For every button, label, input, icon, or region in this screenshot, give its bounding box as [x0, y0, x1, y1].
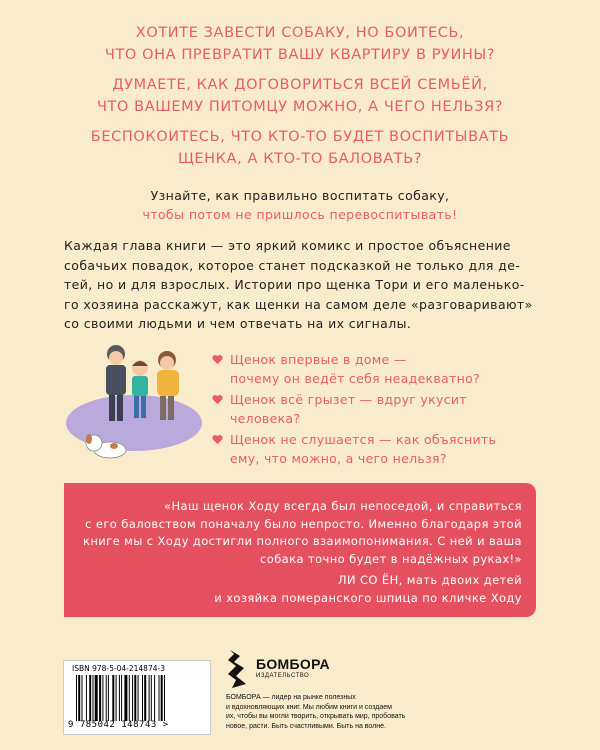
lead-text: [0, 186, 600, 224]
publisher-desc-line: и вдохновляющих книг. Мы любим книги и создаем: [226, 703, 392, 711]
question-line: ЩЕНКА, А КТО-ТО БАЛОВАТЬ?: [177, 151, 423, 167]
heart-icon: [212, 354, 223, 365]
question-line: ЧТО ВАШЕМУ ПИТОМЦУ МОЖНО, А ЧЕГО НЕЛЬЗЯ?: [96, 99, 504, 115]
heart-icon: [212, 394, 223, 405]
testimonial-quote: [82, 498, 522, 568]
author-line: и хозяйка померанского шпица по кличке Ходу: [214, 590, 522, 605]
publisher-description: [226, 693, 414, 731]
paragraph-line: тей, но и для взрослых. Истории про щенка Тори и его маленько-: [64, 277, 525, 292]
quote-line: книге мы с Ходу достигли полного взаимопонимания. С ней и ваша: [83, 534, 522, 548]
question-line: ДУМАЕТЕ, КАК ДОГОВОРИТЬСЯ ВСЕЙ СЕМЬЁЙ,: [112, 77, 488, 93]
bullet-line: почему он ведёт себя неадекватно?: [230, 371, 480, 386]
description-paragraph: [64, 236, 544, 334]
bullet-item: [212, 430, 512, 468]
quote-line: собака точно будет в надёжных руках!»: [260, 551, 522, 566]
publisher-desc-line: новое, расти. Быть счастливыми. Быть на волне.: [226, 722, 386, 730]
bullet-line: человека?: [230, 411, 301, 426]
quote-line: «Наш щенок Ходу всегда был непоседой, и справиться: [164, 499, 522, 513]
question-line: БЕСПОКОИТЕСЬ, ЧТО КТО-ТО БУДЕТ ВОСПИТЫВАТЬ: [90, 129, 510, 145]
bullet-line: Щенок впервые в доме —: [230, 352, 407, 367]
bullet-line: Щенок всё грызет — вдруг укусит: [230, 392, 467, 407]
isbn-text: ISBN 978-5-04-214874-3: [72, 664, 165, 673]
bullet-item: [212, 350, 512, 388]
lead-line-2: чтобы потом не пришлось перевоспитывать!: [142, 207, 458, 222]
paragraph-line: собачьих повадок, которое станет подсказкой не только для де-: [64, 257, 521, 273]
publisher-name: БОМБОРА: [256, 656, 330, 672]
bombora-logo-icon: [226, 646, 252, 690]
publisher-desc-line: их, чтобы вы могли творить, открывать мир, пробовать: [226, 713, 406, 720]
lead-line-1: Узнайте, как правильно воспитать собаку,: [150, 188, 450, 203]
family-with-puppy-illustration: [64, 338, 204, 468]
paragraph-line: со своими людьми и чем отвечать на их сигналы.: [64, 316, 412, 331]
publisher-subtitle: ИЗДАТЕЛЬСТВО: [256, 673, 310, 679]
bullet-list: [212, 350, 512, 470]
heart-icon: [212, 434, 223, 445]
quote-line: с его баловством поначалу было непросто. Именно благодаря этой: [85, 516, 522, 531]
question-line: ХОТИТЕ ЗАВЕСТИ СОБАКУ, НО БОИТЕСЬ,: [135, 25, 465, 41]
barcode-bars: [76, 675, 200, 721]
questions-block: [0, 22, 600, 178]
publisher-desc-line: БОМБОРА — лидер на рынке полезных: [226, 694, 356, 701]
question-2: [0, 74, 600, 118]
bullet-line: Щенок не слушается — как объяснить: [230, 432, 497, 447]
question-line: ЧТО ОНА ПРЕВРАТИТ ВАШУ КВАРТИРУ В РУИНЫ?: [104, 47, 496, 63]
barcode: [63, 660, 211, 735]
question-3: [0, 126, 600, 170]
paragraph-line: го хозяина расскажут, как щенки на самом деле «разговаривают»: [64, 296, 533, 312]
bullet-line: ему, что можно, а чего нельзя?: [230, 451, 447, 466]
paragraph-line: Каждая глава книги — это яркий комикс и простое объяснение: [64, 238, 511, 253]
barcode-digits: 9 785042 148743 >: [68, 720, 169, 730]
author-line: ЛИ СО ЁН, мать двоих детей: [337, 573, 522, 587]
question-1: [0, 22, 600, 66]
testimonial-author: [82, 572, 522, 607]
testimonial-box: [64, 483, 536, 617]
bullet-item: [212, 390, 512, 428]
